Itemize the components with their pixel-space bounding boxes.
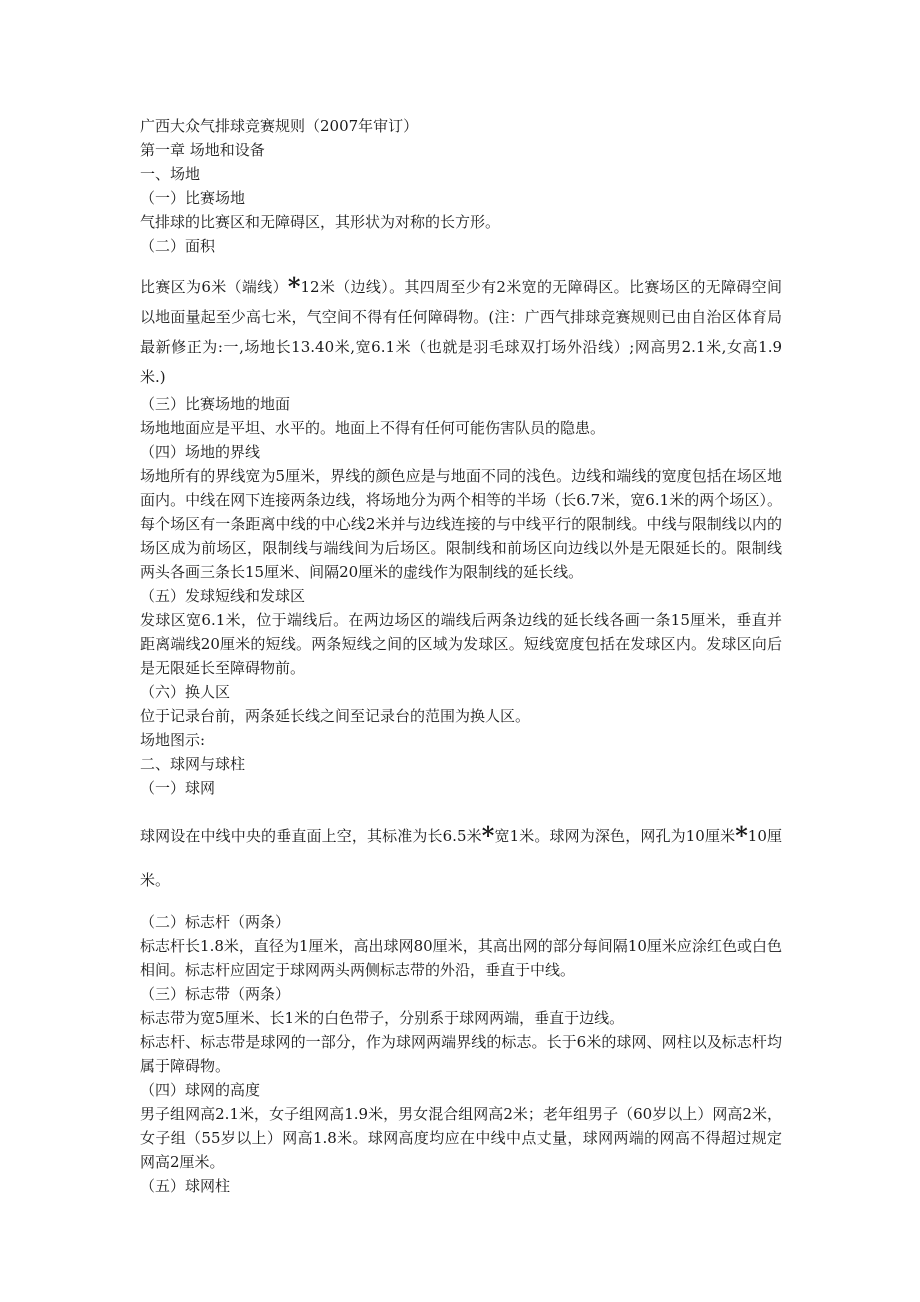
paragraph: 标志杆长1.8米，直径为1厘米，高出球网80厘米，其高出网的部分每间隔10厘米应涂红色或白色相间。标志杆应固定于球网两头两侧标志带的外沿，垂直于中线。 (140, 937, 782, 979)
subsection-heading: （五）球网柱 (140, 1177, 231, 1195)
paragraph (140, 272, 782, 392)
section-heading: 一、场地 (140, 165, 201, 183)
subsection-heading: （二）面积 (140, 237, 216, 255)
subsection-heading: （一）球网 (140, 779, 216, 797)
subsection-heading: （四）场地的界线 (140, 443, 261, 461)
subsection-heading: （五）发球短线和发球区 (140, 587, 306, 605)
paragraph: 场地地面应是平坦、水平的。地面上不得有任何可能伤害队员的隐患。 (140, 419, 606, 437)
multiply-star: * (481, 821, 495, 850)
paragraph-text: 球网设在中线中央的垂直面上空，其标准为长6.5米 (140, 827, 482, 845)
document-body (140, 114, 782, 1198)
subsection-heading: （三）比赛场地的地面 (140, 395, 291, 413)
subsection-heading: （三）标志带（两条） (140, 985, 291, 1003)
multiply-star: * (735, 821, 748, 850)
paragraph: 气排球的比赛区和无障碍区，其形状为对称的长方形。 (140, 213, 501, 231)
paragraph-text: 12米（边线）。其四周至少有2米宽的无障碍区。比赛场区的无障碍空间以地面量起至少高七米，气空间不得有任何障碍物。(注：广西气排球竞赛规则已由自治区体育局最新修正为:一,场地长13.40米,宽6.1米（也就是羽毛球双打场外沿线）;网高男2.1米,女高1.9米.) (140, 278, 782, 386)
paragraph: 男子组网高2.1米，女子组网高1.9米，男女混合组网高2米；老年组男子（60岁以上）网高2米，女子组（55岁以上）网高1.8米。球网高度均应在中线中点丈量，球网两端的网高不得超过规定网高2厘米。 (140, 1105, 782, 1171)
paragraph: 标志带为宽5厘米、长1米的白色带子，分别系于球网两端，垂直于边线。 (140, 1009, 625, 1027)
paragraph-text: 10厘米。 (140, 827, 783, 889)
subsection-heading: （四）球网的高度 (140, 1081, 261, 1099)
section-heading: 二、球网与球柱 (140, 755, 246, 773)
paragraph (140, 814, 782, 902)
paragraph: 位于记录台前，两条延长线之间至记录台的范围为换人区。 (140, 707, 531, 725)
multiply-star: * (287, 272, 301, 301)
chapter-heading: 第一章 场地和设备 (140, 141, 265, 159)
subsection-heading: （一）比赛场地 (140, 189, 246, 207)
subsection-heading: （二）标志杆（两条） (140, 913, 291, 931)
document-title: 广西大众气排球竞赛规则（2007年审订） (140, 117, 419, 135)
paragraph: 发球区宽6.1米，位于端线后。在两边场区的端线后两条边线的延长线各画一条15厘米，垂直并距离端线20厘米的短线。两条短线之间的区域为发球区。短线宽度包括在发球区内。发球区向后是无限延长至障碍物前。 (140, 611, 782, 677)
diagram-label: 场地图示: (140, 731, 206, 749)
subsection-heading: （六）换人区 (140, 683, 231, 701)
paragraph-text: 宽1米。球网为深色，网孔为10厘米 (494, 827, 736, 845)
paragraph: 标志杆、标志带是球网的一部分，作为球网两端界线的标志。长于6米的球网、网柱以及标志杆均属于障碍物。 (140, 1033, 782, 1075)
paragraph-text: 比赛区为6米（端线） (140, 278, 288, 296)
paragraph: 场地所有的界线宽为5厘米，界线的颜色应是与地面不同的浅色。边线和端线的宽度包括在场区地面内。中线在网下连接两条边线，将场地分为两个相等的半场（长6.7米，宽6.1米的两个场区）。每个场区有一条距离中线的中心线2米并与边线连接的与中线平行的限制线。中线与限制线以内的场区成为前场区，限制线与端线间为后场区。限制线和前场区向边线以外是无限延长的。限制线两头各画三条长15厘米、间隔20厘米的虚线作为限制线的延长线。 (140, 467, 782, 581)
